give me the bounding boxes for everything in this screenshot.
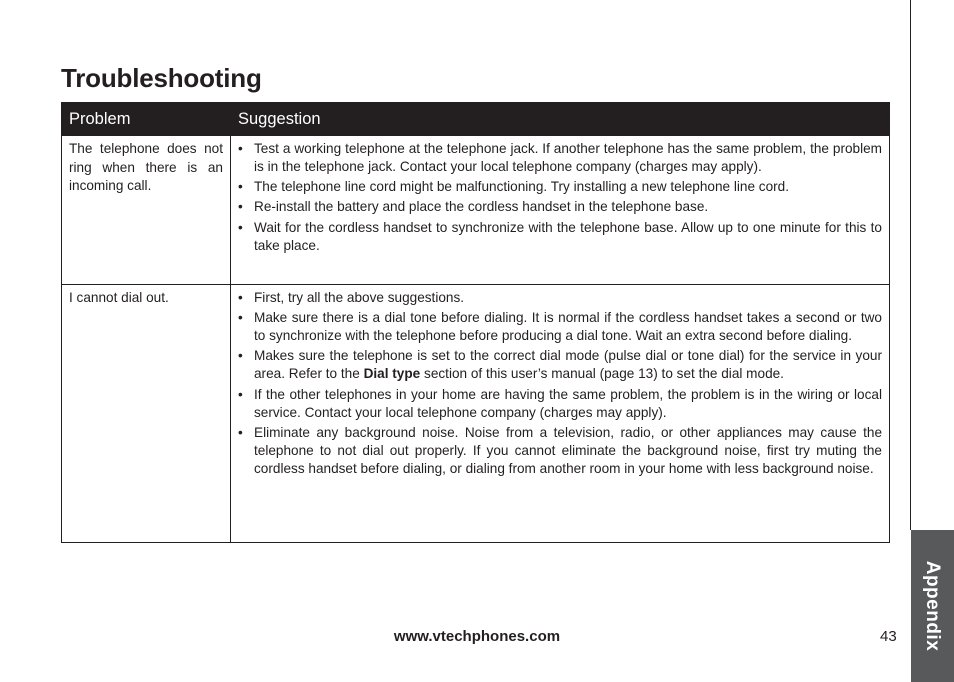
suggestion-item: • Makes sure the telephone is set to the correct dial mode (pulse dial or tone dial) for the service in your area. Refer to the Dial type section of this user’s manual (page 13) to set the dial mode. [238, 348, 882, 382]
problem-cell: The telephone does not ring when there is an incoming call. [62, 136, 231, 285]
table-row [62, 285, 890, 543]
suggestion-item: • Eliminate any background noise. Noise from a television, radio, or other appliances may cause the telephone to not dial out properly. If you cannot eliminate the background noise, first try muting the cordless handset before dialing, or dialing from another room in your home with less background noise. [238, 424, 882, 476]
right-margin-rule [910, 0, 911, 530]
problem-cell: I cannot dial out. [62, 285, 231, 543]
suggestion-item: • Wait for the cordless handset to synchronize with the telephone base. Allow up to one minute for this to take place. [238, 219, 882, 253]
table-row [62, 136, 890, 285]
suggestion-item: • First, try all the above suggestions. [238, 290, 465, 305]
bullet-icon: • [238, 348, 243, 364]
bullet-icon: • [238, 424, 243, 440]
footer-url: www.vtechphones.com [393, 628, 561, 645]
suggestion-item: • Re-install the battery and place the cordless handset in the telephone base. [238, 199, 709, 215]
bullet-icon: • [238, 386, 243, 402]
suggestion-cell [231, 285, 890, 543]
bullet-icon: • [238, 179, 243, 195]
side-tab-label: Appendix [922, 560, 943, 652]
suggestion-item: • Make sure there is a dial tone before dialing. It is normal if the cordless handset takes a second or two to synchronize with the telephone before producing a dial tone. Wait an extra second before dialing. [238, 310, 882, 344]
appendix-side-tab [911, 530, 954, 682]
bullet-icon: • [238, 219, 243, 235]
dial-type-reference: Dial type [363, 366, 421, 382]
page-title: Troubleshooting [61, 63, 262, 93]
bullet-icon: • [238, 310, 243, 326]
header-suggestion: Suggestion [231, 103, 890, 136]
bullet-icon: • [238, 199, 243, 215]
table-header-row [62, 103, 890, 136]
suggestion-item: • If the other telephones in your home are having the same problem, the problem is in the wiring or local service. Contact your local telephone company (charges may apply). [238, 386, 882, 420]
page-number: 43 [880, 628, 897, 645]
suggestion-list [238, 140, 882, 255]
troubleshooting-table [61, 102, 890, 543]
suggestion-list [238, 289, 882, 478]
header-problem: Problem [62, 103, 231, 136]
suggestion-item: • Test a working telephone at the telephone jack. If another telephone has the same problem, the problem is in the telephone jack. Contact your local telephone company (charges may apply). [238, 141, 882, 174]
suggestion-cell [231, 136, 890, 285]
bullet-icon: • [238, 290, 243, 305]
suggestion-item: • The telephone line cord might be malfunctioning. Try installing a new telephone line cord. [238, 179, 790, 195]
bullet-icon: • [238, 141, 243, 156]
